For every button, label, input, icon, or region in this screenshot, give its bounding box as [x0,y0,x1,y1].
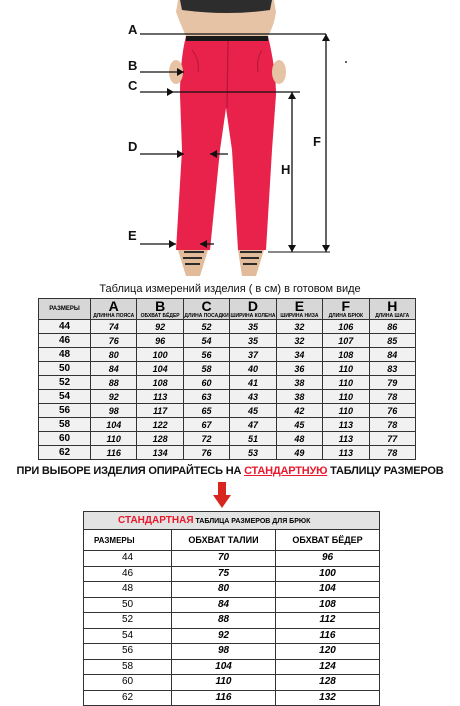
waist-header: ОБХВАТ ТАЛИИ [172,530,276,551]
pants-measurement-illustration [0,0,460,282]
measurement-cell: 35 [230,334,276,348]
measurement-cell: 116 [91,446,137,460]
measurement-cell: 77 [369,432,415,446]
measurement-cell: 47 [230,418,276,432]
measurement-cell: 92 [91,390,137,404]
measurement-cell: 113 [323,418,369,432]
measurement-cell: 128 [276,675,380,691]
measurement-cell: 74 [91,320,137,334]
measurement-table-title: Таблица измерений изделия ( в см) в готовом виде [99,283,361,295]
measurement-cell: 113 [323,432,369,446]
table-row [39,320,416,334]
measurement-table-header [39,299,416,320]
measurement-cell: 38 [276,376,322,390]
size-cell: 60 [39,432,91,446]
size-cell: 58 [39,418,91,432]
measurement-cell: 88 [91,376,137,390]
belt [186,36,268,41]
measurement-cell: 36 [276,362,322,376]
measurement-cell: 110 [323,390,369,404]
measurement-cell: 40 [230,362,276,376]
measurement-cell: 134 [137,446,183,460]
svg-text:C: C [128,78,138,93]
table-row [84,659,380,675]
measurement-cell: 108 [323,348,369,362]
table-row [84,613,380,629]
measurement-cell: 86 [369,320,415,334]
measurement-cell: 107 [323,334,369,348]
measurement-cell: 49 [276,446,322,460]
measurement-cell: 116 [172,690,276,706]
table-row [39,348,416,362]
measurement-cell: 45 [230,404,276,418]
table-row [39,362,416,376]
size-cell: 62 [84,690,172,706]
measurement-cell: 104 [172,659,276,675]
table-row [39,418,416,432]
measurement-cell: 108 [276,597,380,613]
table-row [39,376,416,390]
size-cell: 48 [39,348,91,362]
size-notice [0,465,460,477]
measurement-cell: 37 [230,348,276,362]
measurement-cell: 117 [137,404,183,418]
size-cell: 50 [39,362,91,376]
table-row [84,582,380,598]
measurement-cell: 96 [276,551,380,567]
measurement-cell: 84 [172,597,276,613]
size-cell: 60 [84,675,172,691]
standard-table-title: СТАНДАРТНАЯ ТАБЛИЦА РАЗМЕРОВ ДЛЯ БРЮК [84,512,380,530]
standard-size-table [83,511,380,706]
measurement-cell: 76 [369,404,415,418]
column-header-d: D ШИРИНА КОЛЕНА [230,298,276,319]
measurement-cell: 70 [172,551,276,567]
size-cell: 62 [39,446,91,460]
measurement-cell: 88 [172,613,276,629]
svg-text:F: F [313,134,321,149]
svg-text:A: A [128,22,138,37]
table-row [84,628,380,644]
column-header-f: F ДЛИНА БРЮК [323,299,369,320]
size-cell: 52 [84,613,172,629]
measurement-cell: 48 [276,432,322,446]
size-cell: 46 [84,566,172,582]
measurement-cell: 100 [276,566,380,582]
measurement-table-body [39,320,416,460]
svg-text:D: D [128,139,138,154]
measurement-cell: 108 [137,376,183,390]
measurement-cell: 45 [276,418,322,432]
notice-text-end: ТАБЛИЦУ РАЗМЕРОВ [327,465,444,477]
measurement-cell: 98 [91,404,137,418]
measurement-cell: 96 [137,334,183,348]
measurement-cell: 106 [323,320,369,334]
table-row [84,690,380,706]
measurement-cell: 78 [369,390,415,404]
column-header-a: A ДЛИННА ПОЯСА [91,299,137,320]
measurement-cell: 120 [276,644,380,660]
measurement-cell: 75 [172,566,276,582]
measurement-cell: 52 [183,320,229,334]
standard-table-header [84,530,380,551]
measurement-cell: 116 [276,628,380,644]
measurement-cell: 76 [91,334,137,348]
measurement-cell: 65 [183,404,229,418]
measurement-cell: 56 [183,348,229,362]
measurement-cell: 32 [276,320,322,334]
measurement-cell: 92 [172,628,276,644]
model-hand-right [272,60,286,84]
table-row [84,597,380,613]
column-header-b: B ОБХВАТ БЁДЕР [137,299,183,320]
size-cell: 44 [39,320,91,334]
measurement-cell: 78 [369,418,415,432]
standard-size-header: РАЗМЕРЫ [84,530,172,551]
size-cell: 56 [39,404,91,418]
model-top [180,0,272,13]
measurement-cell: 85 [369,334,415,348]
measurement-cell: 83 [369,362,415,376]
measurement-cell: 84 [369,348,415,362]
measurement-cell: 79 [369,376,415,390]
measurement-cell: 35 [230,320,276,334]
measurement-cell: 41 [230,376,276,390]
measurement-cell: 78 [369,446,415,460]
measurement-cell: 32 [276,334,322,348]
size-cell: 52 [39,376,91,390]
measurement-cell: 110 [323,404,369,418]
measurement-cell: 98 [172,644,276,660]
table-row [39,432,416,446]
size-cell: 46 [39,334,91,348]
size-cell: 54 [39,390,91,404]
measurement-cell: 124 [276,659,380,675]
svg-text:H: H [281,162,291,177]
table-row [39,404,416,418]
measurement-cell: 110 [91,432,137,446]
size-cell: 48 [84,582,172,598]
measurement-cell: 63 [183,390,229,404]
notice-highlight: СТАНДАРТНУЮ [244,465,328,477]
size-cell: 58 [84,659,172,675]
measurement-table [38,298,416,460]
measurement-cell: 67 [183,418,229,432]
size-column-header: РАЗМЕРЫ [39,299,91,320]
measurement-cell: 104 [137,362,183,376]
measurement-cell: 110 [172,675,276,691]
measurement-cell: 38 [276,390,322,404]
measurement-cell: 43 [230,390,276,404]
measurement-cell: 84 [91,362,137,376]
measurement-cell: 128 [137,432,183,446]
measurement-cell: 110 [323,376,369,390]
size-cell: 56 [84,644,172,660]
svg-text:B: B [128,58,138,73]
size-cell: 50 [84,597,172,613]
hips-header: ОБХВАТ БЁДЕР [276,530,380,551]
table-row [84,644,380,660]
svg-text:E: E [128,228,137,243]
measurement-cell: 76 [183,446,229,460]
measurement-cell: 54 [183,334,229,348]
measurement-cell: 42 [276,404,322,418]
size-cell: 54 [84,628,172,644]
measurement-cell: 104 [276,582,380,598]
measurement-cell: 80 [172,582,276,598]
measurement-cell: 72 [183,432,229,446]
measurement-cell: 100 [137,348,183,362]
measurement-cell: 92 [137,320,183,334]
measurement-cell: 34 [276,348,322,362]
column-header-e: E ШИРИНА НИЗА [276,299,322,320]
column-header-c: C ДЛИНА ПОСАДКИ [184,298,229,319]
standard-table-body [84,551,380,706]
measurement-cell: 60 [183,376,229,390]
measurement-cell: 112 [276,613,380,629]
column-header-h: H ДЛИНА ШАГА [369,299,415,320]
down-arrow-icon [213,482,231,508]
measurement-cell: 132 [276,690,380,706]
table-row [84,566,380,582]
size-cell: 44 [84,551,172,567]
table-row [39,446,416,460]
measurement-cell: 113 [137,390,183,404]
measurement-cell: 58 [183,362,229,376]
measurement-cell: 51 [230,432,276,446]
measurement-cell: 122 [137,418,183,432]
table-row [84,551,380,567]
table-row [39,334,416,348]
table-row [84,675,380,691]
measurement-cell: 113 [323,446,369,460]
measurement-cell: 53 [230,446,276,460]
notice-text-start: ПРИ ВЫБОРЕ ИЗДЕЛИЯ ОПИРАЙТЕСЬ НА [16,465,245,477]
measurement-cell: 104 [91,418,137,432]
measurement-cell: 80 [91,348,137,362]
measurement-cell: 110 [323,362,369,376]
table-row [39,390,416,404]
